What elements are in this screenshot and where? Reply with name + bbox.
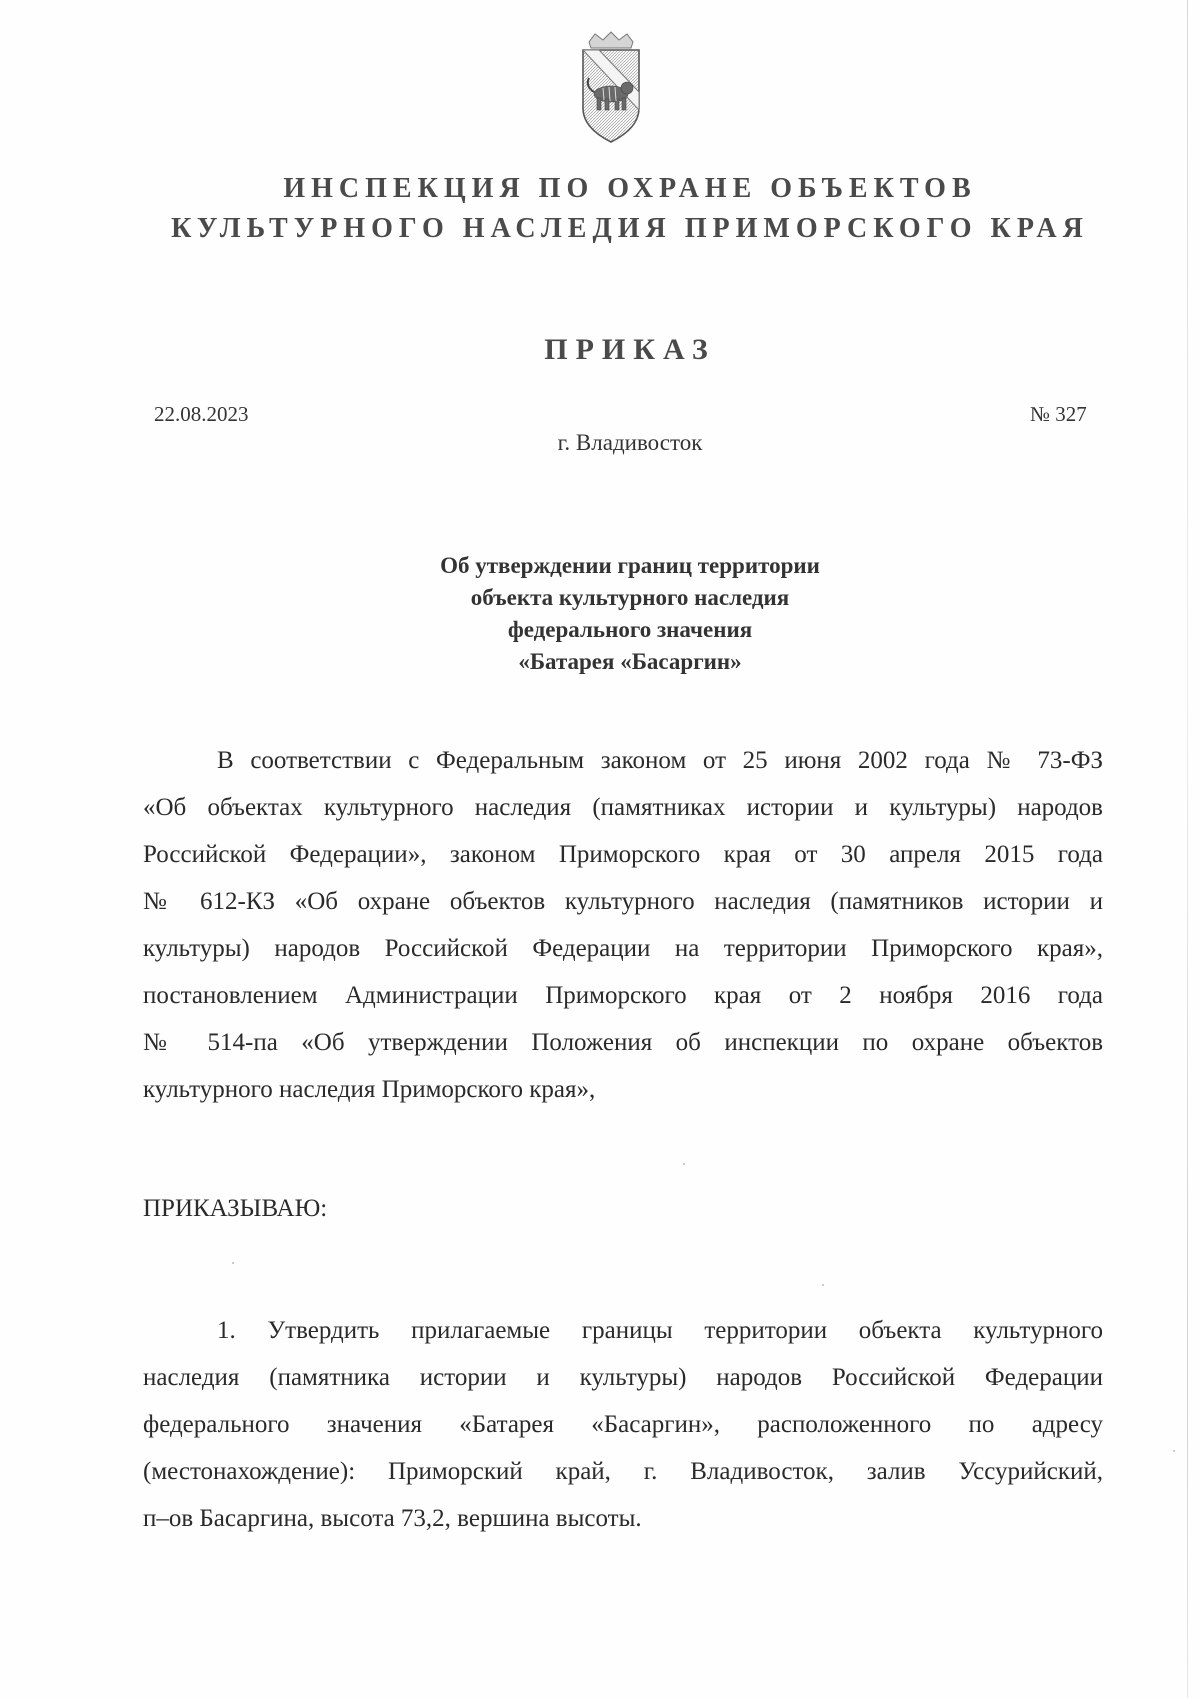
subject-line: объекта культурного наследия xyxy=(470,585,790,610)
document-city: г. Владивосток xyxy=(557,430,703,455)
preamble-line: культуры) народов Российской Федерации на территории Приморского края», xyxy=(143,935,1103,962)
preamble-line: постановлением Администрации Приморского края от 2 ноября 2016 года xyxy=(143,982,1103,1009)
preamble-line: № 514-па «Об утверждении Положения об инспекции по охране объектов xyxy=(143,1029,1103,1056)
preamble-line: В соответствии с Федеральным законом от 25 июня 2002 года № 73-ФЗ xyxy=(217,747,1103,774)
item-line: (местонахождение): Приморский край, г. Владивосток, залив Уссурийский, xyxy=(143,1458,1103,1485)
document-number: № 327 xyxy=(1030,402,1087,426)
preamble-line: культурного наследия Приморского края», xyxy=(143,1076,596,1103)
item-line: федерального значения «Батарея «Басаргин», расположенного по адресу xyxy=(143,1411,1103,1438)
preamble-line: «Об объектах культурного наследия (памятниках истории и культуры) народов xyxy=(143,794,1103,821)
document-date: 22.08.2023 xyxy=(154,402,249,426)
organization-name-line2: КУЛЬТУРНОГО НАСЛЕДИЯ ПРИМОРСКОГО КРАЯ xyxy=(171,213,1089,244)
order-word: ПРИКАЗЫВАЮ: xyxy=(143,1195,328,1222)
organization-name-line1: ИНСПЕКЦИЯ ПО ОХРАНЕ ОБЪЕКТОВ xyxy=(283,173,977,204)
item-line: п–ов Басаргина, высота 73,2, вершина высоты. xyxy=(143,1505,642,1532)
preamble-line: Российской Федерации», законом Приморского края от 30 апреля 2015 года xyxy=(143,841,1103,868)
document-type: ПРИКАЗ xyxy=(544,333,716,366)
coat-of-arms-icon xyxy=(575,30,647,148)
subject-line: «Батарея «Басаргин» xyxy=(518,649,742,674)
preamble-paragraph xyxy=(143,737,1103,1113)
scan-speck xyxy=(683,1163,685,1165)
document-subject xyxy=(0,550,1200,678)
subject-line: Об утверждении границ территории xyxy=(440,553,820,578)
item-line: 1. Утвердить прилагаемые границы территории объекта культурного xyxy=(217,1317,1103,1344)
order-item-1 xyxy=(143,1307,1103,1542)
item-line: наследия (памятника истории и культуры) народов Российской Федерации xyxy=(143,1364,1103,1391)
subject-line: федерального значения xyxy=(507,617,753,642)
scan-speck xyxy=(232,1262,234,1264)
scan-speck xyxy=(1173,1450,1175,1452)
scan-speck xyxy=(822,1284,824,1286)
preamble-line: № 612-КЗ «Об охране объектов культурного наследия (памятников истории и xyxy=(143,888,1103,915)
scan-edge xyxy=(1187,0,1188,1698)
